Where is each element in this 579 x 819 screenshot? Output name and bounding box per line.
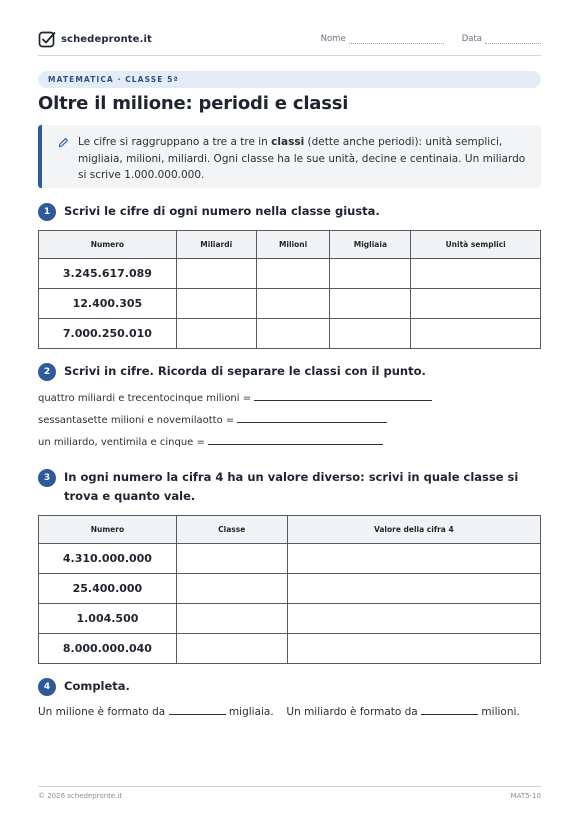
answer-cell[interactable] <box>330 319 411 349</box>
date-label: Data <box>461 34 482 44</box>
table-header: Miliardi <box>176 231 256 259</box>
table-header: Numero <box>39 231 177 259</box>
answer-blank[interactable] <box>421 705 478 715</box>
table-header: Milioni <box>256 231 330 259</box>
answer-cell[interactable] <box>176 604 287 634</box>
exercise-2-item <box>38 391 432 404</box>
answer-blank[interactable] <box>254 391 432 401</box>
answer-cell[interactable] <box>256 319 330 349</box>
exercise-1-table <box>38 230 541 349</box>
answer-cell[interactable] <box>287 544 540 574</box>
number-cell: 1.004.500 <box>39 604 177 634</box>
subject-label: MATEMATICA · CLASSE 5ª <box>48 74 179 84</box>
exercise-2-item-text: quattro miliardi e trecentocinque milioni = <box>38 393 252 404</box>
answer-blank[interactable] <box>237 413 387 423</box>
table-row <box>39 319 541 349</box>
exercise-4-text: Completa. <box>64 679 130 693</box>
info-text-post: (dette anche periodi): unità semplici, migliaia, milioni, miliardi. Ogni classe ha le sue unità, decine e centinaia. Un miliardo si scrive 1.000.000.000. <box>78 136 526 181</box>
exercise-4-sentence <box>38 705 520 718</box>
name-line[interactable] <box>349 36 444 44</box>
info-text-pre: Le cifre si raggruppano a tre a tre in <box>78 136 272 148</box>
answer-cell[interactable] <box>411 259 541 289</box>
answer-cell[interactable] <box>256 259 330 289</box>
number-cell: 25.400.000 <box>39 574 177 604</box>
answer-cell[interactable] <box>411 289 541 319</box>
page-header <box>38 28 541 56</box>
answer-cell[interactable] <box>287 574 540 604</box>
table-row <box>39 544 541 574</box>
exercise-4-part2: migliaia. <box>228 706 274 718</box>
pencil-icon <box>58 137 69 148</box>
page-footer <box>38 786 541 800</box>
exercise-2-item-text: sessantasette milioni e novemilaotto = <box>38 415 235 426</box>
answer-cell[interactable] <box>176 319 256 349</box>
table-row <box>39 604 541 634</box>
answer-cell[interactable] <box>176 544 287 574</box>
name-label: Nome <box>320 34 346 44</box>
answer-cell[interactable] <box>176 574 287 604</box>
table-header: Unità semplici <box>411 231 541 259</box>
answer-cell[interactable] <box>411 319 541 349</box>
table-header: Migliaia <box>330 231 411 259</box>
number-cell: 3.245.617.089 <box>39 259 177 289</box>
checkbox-logo-icon <box>38 30 56 48</box>
exercise-3-number: 3 <box>38 469 56 487</box>
answer-cell[interactable] <box>330 289 411 319</box>
exercise-3-heading <box>38 469 534 506</box>
exercise-2-item <box>38 435 383 448</box>
brand-logo <box>38 30 152 48</box>
exercise-4-part3: Un miliardo è formato da <box>286 706 418 718</box>
answer-cell[interactable] <box>176 289 256 319</box>
subject-banner <box>38 71 541 88</box>
exercise-2-heading <box>38 363 426 381</box>
exercise-3-text: In ogni numero la cifra 4 ha un valore diverso: scrivi in quale classe si trova e quanto vale. <box>64 470 519 503</box>
exercise-4-heading <box>38 678 130 696</box>
answer-cell[interactable] <box>330 259 411 289</box>
info-text <box>78 134 533 184</box>
exercise-3-table <box>38 515 541 664</box>
info-box <box>38 125 541 188</box>
answer-cell[interactable] <box>287 604 540 634</box>
footer-copyright: © 2026 schedepronte.it <box>38 792 123 800</box>
footer-code: MAT5-10 <box>510 792 541 800</box>
exercise-1-heading <box>38 203 380 221</box>
exercise-2-number: 2 <box>38 363 56 381</box>
table-header: Numero <box>39 516 177 544</box>
answer-blank[interactable] <box>169 705 226 715</box>
exercise-4-part1: Un milione è formato da <box>38 706 166 718</box>
exercise-2-item-text: un miliardo, ventimila e cinque = <box>38 437 205 448</box>
page-title: Oltre il milione: periodi e classi <box>38 93 349 114</box>
answer-cell[interactable] <box>256 289 330 319</box>
exercise-2-item <box>38 413 387 426</box>
answer-cell[interactable] <box>176 259 256 289</box>
exercise-1-text: Scrivi le cifre di ogni numero nella classe giusta. <box>64 204 380 218</box>
exercise-2-text: Scrivi in cifre. Ricorda di separare le classi con il punto. <box>64 364 426 378</box>
answer-cell[interactable] <box>176 634 287 664</box>
exercise-1-number: 1 <box>38 203 56 221</box>
answer-cell[interactable] <box>287 634 540 664</box>
table-row <box>39 634 541 664</box>
table-row <box>39 289 541 319</box>
exercise-4-number: 4 <box>38 678 56 696</box>
date-line[interactable] <box>485 36 541 44</box>
date-field[interactable] <box>462 34 541 44</box>
answer-blank[interactable] <box>208 435 383 445</box>
table-header: Classe <box>176 516 287 544</box>
table-header: Valore della cifra 4 <box>287 516 540 544</box>
name-field[interactable] <box>321 34 444 44</box>
number-cell: 4.310.000.000 <box>39 544 177 574</box>
info-text-bold: classi <box>271 136 305 148</box>
exercise-4-part4: milioni. <box>481 706 520 718</box>
number-cell: 7.000.250.010 <box>39 319 177 349</box>
table-row <box>39 259 541 289</box>
number-cell: 8.000.000.040 <box>39 634 177 664</box>
number-cell: 12.400.305 <box>39 289 177 319</box>
table-row <box>39 574 541 604</box>
brand-name: schedepronte.it <box>61 33 152 45</box>
